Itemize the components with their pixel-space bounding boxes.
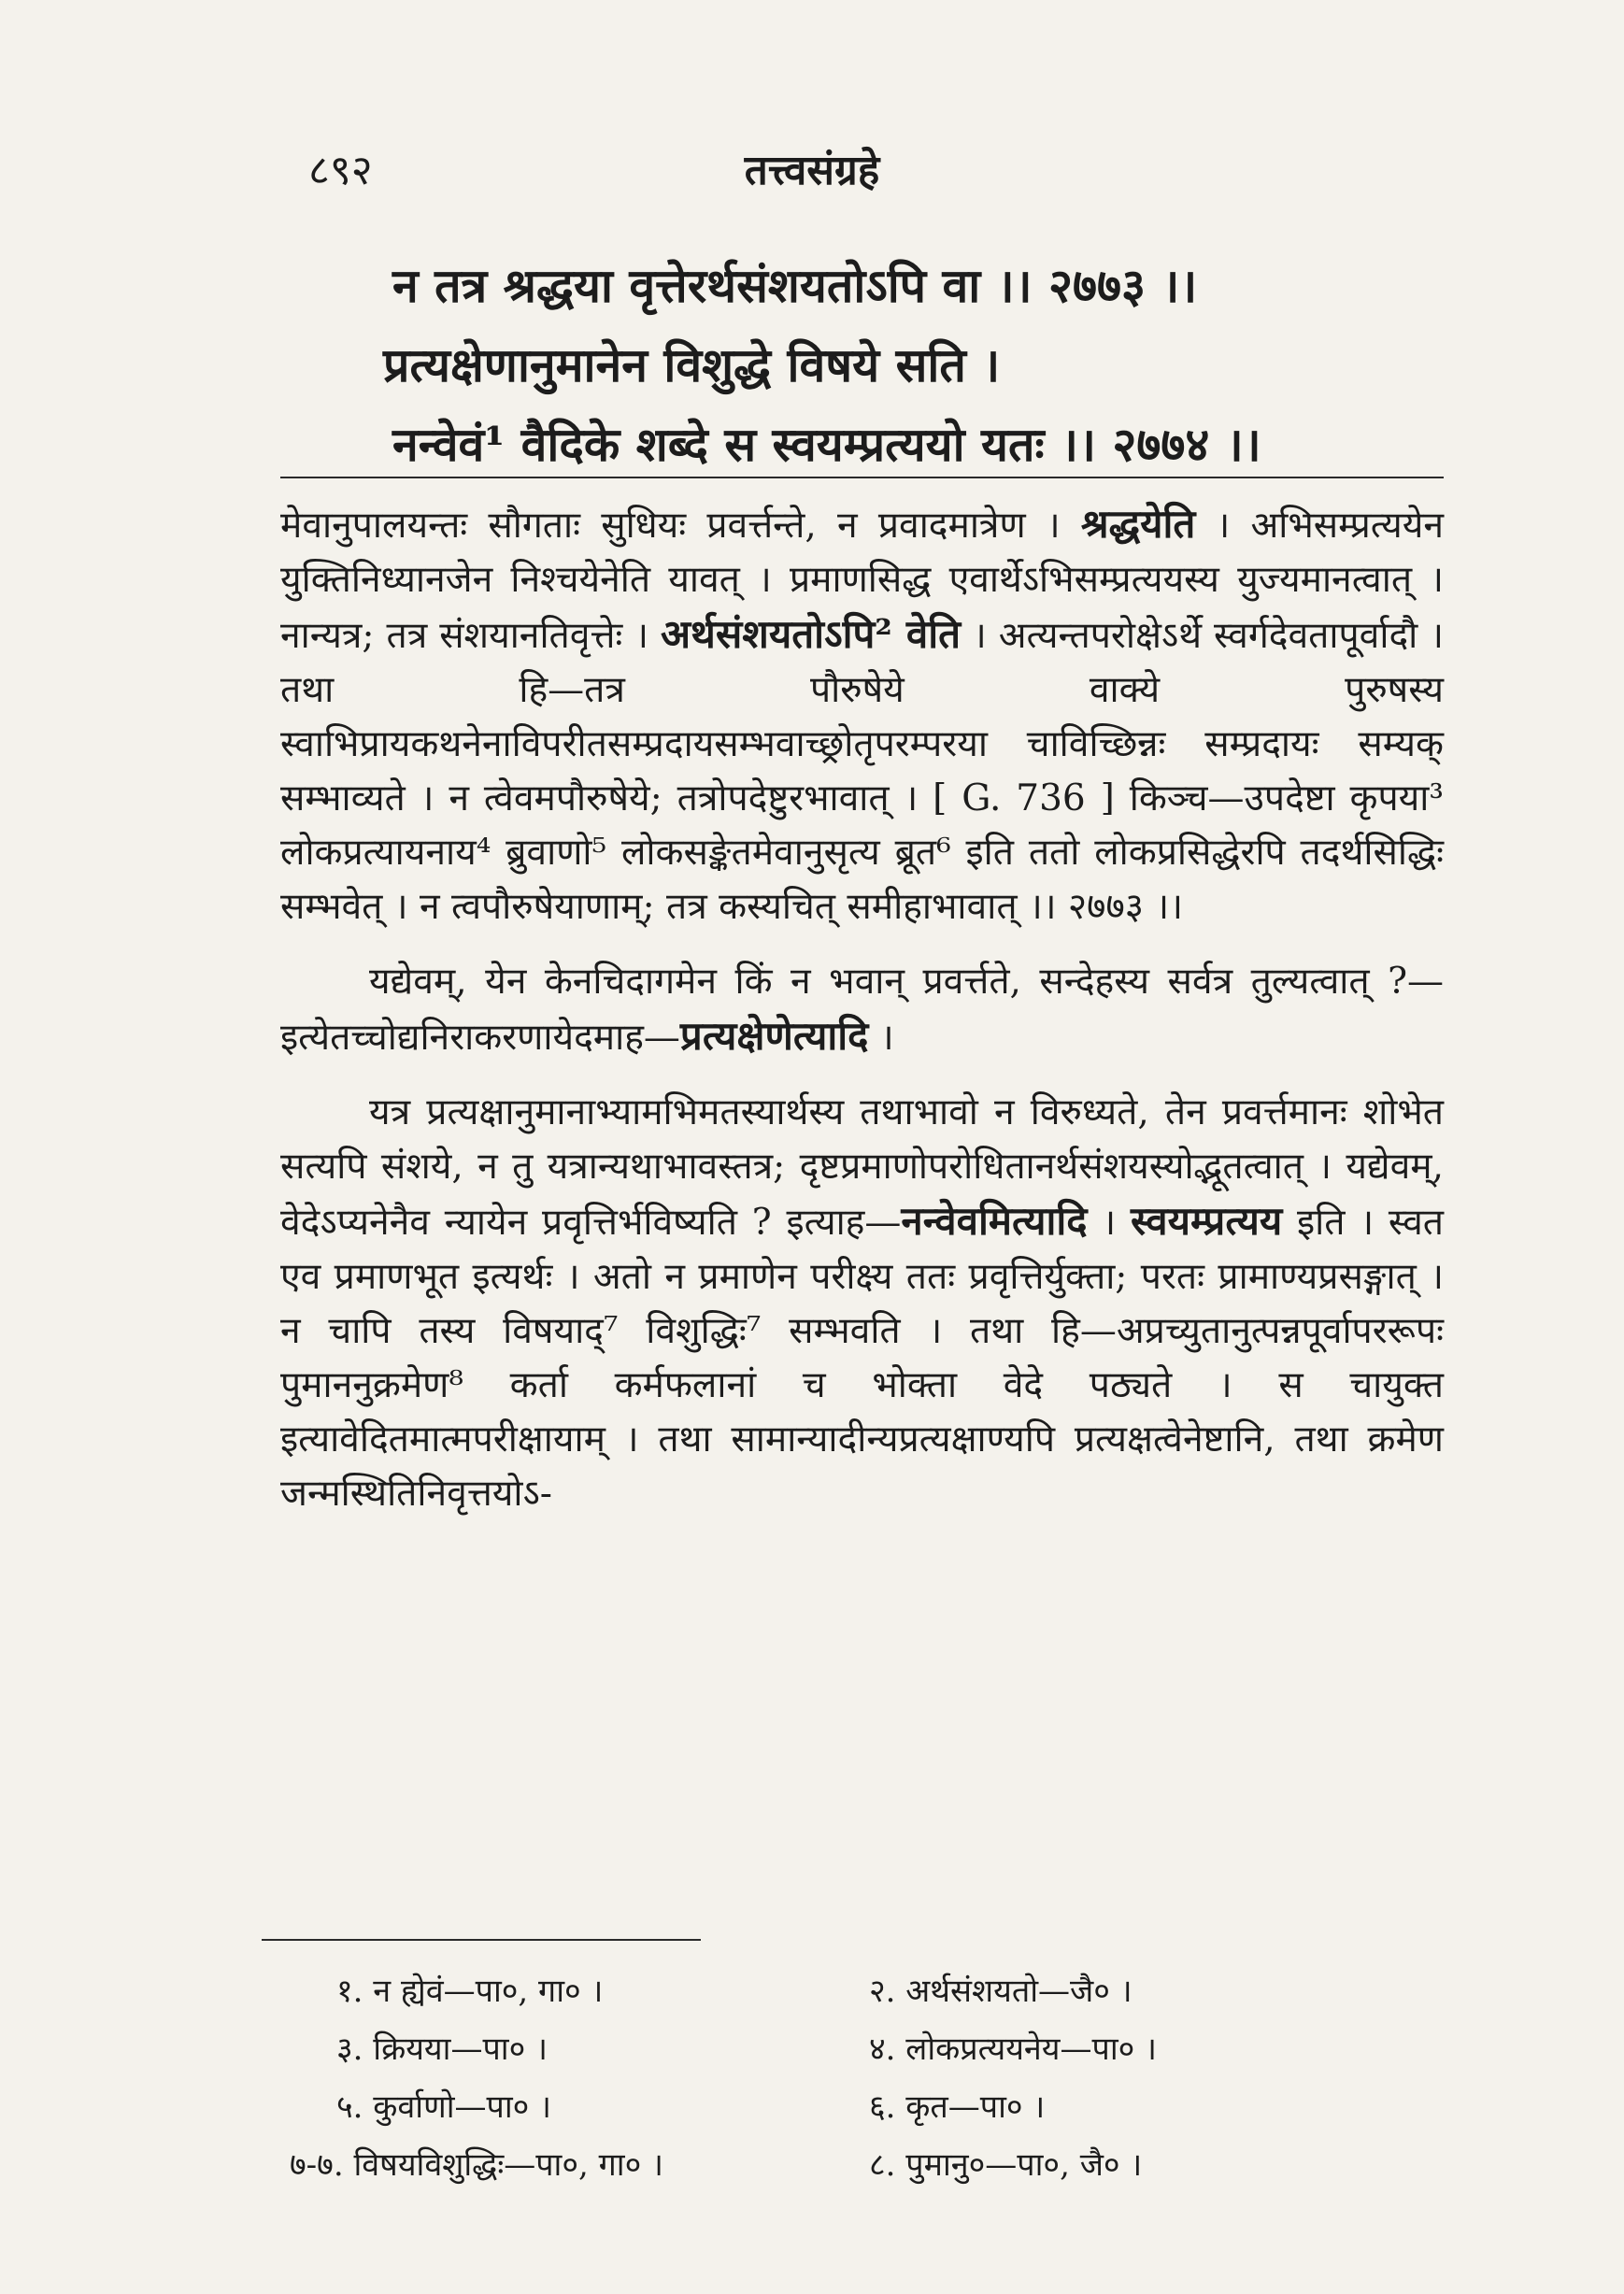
footnote-divider [262,1939,701,1941]
commentary-keyword: अर्थसंशयतोऽपि² वेति [660,611,962,657]
verse-line-3: नन्वेवं¹ वैदिके शब्दे स स्वयम्प्रत्ययो यतः ।। २७७४ ।। [392,417,1261,472]
footnotes [290,1962,1318,2194]
footnote: ५. कुर्वाणो—पा० । [336,2088,551,2126]
footnote: ४. लोकप्रत्ययनेय—पा० । [869,2030,1157,2068]
footnote: ६. कृत—पा० । [869,2088,1046,2126]
commentary-paragraph-2 [280,955,1444,1065]
commentary-keyword: प्रत्यक्षेणेत्यादि [679,1013,869,1059]
footnote: ८. पुमानु०—पा०, जै० । [869,2146,1143,2184]
commentary [280,497,1444,1521]
running-title: तत्त्वसंग्रहे [744,147,880,194]
footnote: २. अर्थसंशयतो—जै० । [869,1973,1133,2010]
commentary-text: । [868,1017,894,1059]
commentary-text: यत्र प्रत्यक्षानुमानाभ्यामभिमतस्यार्थस्य तथाभावो न विरुध्यते, तेन प्रवर्त्तमानः शोभेत सत्यपि संशये, न तु यत्रान्यथाभावस्तत्र; दृष्टप्रमाणोपरोधितानर्थसंशयस्योद्भूतत्वात् । यद्येवम्, वेदेऽप्यनेनैव न्यायेन प्रवृत्तिर्भविष्यति ? इत्याह— [280,1091,1444,1244]
commentary-keyword: स्वयम्प्रत्यय [1130,1198,1283,1244]
commentary-text: । अभिसम्प्रत्ययेन युक्तिनिध्यानजेन निश्चयेनेति यावत् । प्रमाणसिद्ध एवार्थेऽभिसम्प्रत्ययस्य युज्यमानत्वात् । नान्यत्र; तत्र संशयानतिवृत्तेः । [280,505,1444,657]
verse-line-2: प्रत्यक्षेणानुमानेन विशुद्धे विषये सति । [383,337,1001,392]
footnote: १. न ह्येवं—पा०, गा० । [336,1973,604,2010]
footnote-row [290,1962,1318,2020]
commentary-keyword: नन्वेवमित्यादि [901,1198,1088,1244]
footnote-row [290,2020,1318,2078]
commentary-paragraph-3 [280,1086,1444,1521]
commentary-keyword: श्रद्धयेति [1080,501,1196,547]
footnote-row [290,2136,1318,2194]
footnote: ३. क्रियया—पा० । [336,2030,548,2068]
commentary-text: । [1087,1202,1131,1244]
footnote-row [290,2078,1318,2136]
footnote: ७-७. विषयविशुद्धिः—पा०, गा० । [290,2146,663,2184]
commentary-text: मेवानुपालयन्तः सौगताः सुधियः प्रवर्त्तन्ते, न प्रवादमात्रेण । [280,505,1081,547]
commentary-paragraph-1 [280,497,1444,934]
verse-divider [280,477,1444,478]
verse-line-1: न तत्र श्रद्धया वृत्तेरर्थसंशयतोऽपि वा ।। २७७३ ।। [392,258,1198,313]
page-number: ८९२ [308,147,373,194]
commentary-text: । अत्यन्तपरोक्षेऽर्थे स्वर्गदेवतापूर्वादौ । तथा हि—तत्र पौरुषेये वाक्ये पुरुषस्य स्वाभिप्रायकथनेनाविपरीतसम्प्रदायसम्भवाच्छ्रोतृपरम्परया चाविच्छिन्नः सम्प्रदायः सम्यक् सम्भाव्यते । न त्वेवमपौरुषेये; तत्रोपदेष्टुरभावात् । [ G. 736 ] किञ्च—उपदेष्टा कृपया³ लोकप्रत्यायनाय⁴ ब्रुवाणो⁵ लोकसङ्केतमेवानुसृत्य ब्रूत⁶ इति ततो लोकप्रसिद्धेरपि तदर्थसिद्धिः सम्भवेत् । न त्वपौरुषेयाणाम्; तत्र कस्यचित् समीहाभावात् ।। २७७३ ।। [280,615,1444,928]
commentary-text: इति । स्वत एव प्रमाणभूत इत्यर्थः । अतो न प्रमाणेन परीक्ष्य ततः प्रवृत्तिर्युक्ता; परतः प्रामाण्यप्रसङ्गात् । न चापि तस्य विषयाद्⁷ विशुद्धिः⁷ सम्भवति । तथा हि—अप्रच्युतानुत्पन्नपूर्वापररूपः पुमाननुक्रमेण⁸ कर्ता कर्मफलानां च भोक्ता वेदे पठ्यते । स चायुक्त इत्यावेदितमात्मपरीक्षायाम् । तथा सामान्यादीन्यप्रत्यक्षाण्यपि प्रत्यक्षत्वेनेष्टानि, तथा क्रमेण जन्मस्थितिनिवृत्तयोऽ- [280,1202,1444,1515]
commentary-text: यद्येवम्, येन केनचिदागमेन किं न भवान् प्रवर्त्तते, सन्देहस्य सर्वत्र तुल्यत्वात् ?—इत्येतच्चोद्यनिराकरणायेदमाह— [280,961,1444,1059]
